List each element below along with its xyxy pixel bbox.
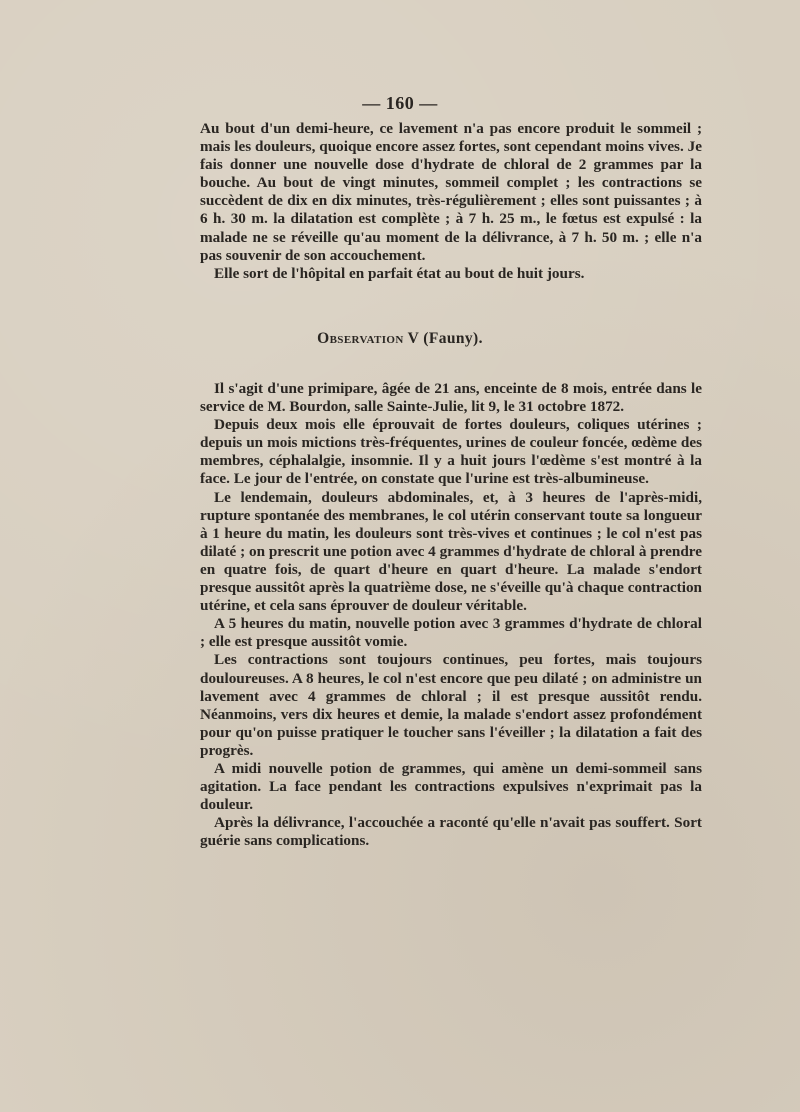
page-number: — 160 — (362, 93, 438, 113)
observation-label: Observation (317, 330, 404, 347)
paragraph: Au bout d'un demi-heure, ce lavement n'a pas encore produit le sommeil ; mais les douleurs, quoique encore assez fortes, sont cependant moins vives. Je fais donner une nouvelle dose d'hydrate de chloral de 2 grammes par la bouche. Au bout de vingt minutes, sommeil complet ; les contractions se succèdent de dix en dix minutes, très-régulièrement ; elles sont puissantes ; à 6 h. 30 m. la dilatation est complète ; à 7 h. 25 m., le fœtus est expulsé : la malade ne se réveille qu'au moment de la délivrance, à 7 h. 50 m. ; elle n'a pas souvenir de son accouchement. (200, 120, 702, 264)
paragraph: A 5 heures du matin, nouvelle potion avec 3 grammes d'hydrate de chloral ; elle est presque aussitôt vomie. (200, 615, 702, 651)
intro-text-block (200, 120, 702, 283)
paragraph: Après la délivrance, l'accouchée a raconté qu'elle n'avait pas souffert. Sort guérie sans complications. (200, 814, 702, 850)
observation-heading (0, 330, 800, 348)
paragraph: Depuis deux mois elle éprouvait de fortes douleurs, coliques utérines ; depuis un mois mictions très-fréquentes, urines de couleur foncée, œdème des membres, céphalalgie, insomnie. Il y a huit jours l'œdème s'est montré à la face. Le jour de l'entrée, on constate que l'urine est très-albumineuse. (200, 416, 702, 488)
paragraph: Les contractions sont toujours continues, peu fortes, mais toujours douloureuses. A 8 heures, le col n'est encore que peu dilaté ; on administre un lavement avec 4 grammes de chloral ; il est presque aussitôt rendu. Néanmoins, vers dix heures et demie, la malade s'endort assez profondément pour qu'on puisse pratiquer le toucher sans l'éveiller ; la dilatation a fait des progrès. (200, 651, 702, 759)
paragraph: A midi nouvelle potion de grammes, qui amène un demi-sommeil sans agitation. La face pendant les contractions expulsives n'exprimait pas la douleur. (200, 759, 702, 814)
paragraph: Elle sort de l'hôpital en parfait état au bout de huit jours. (214, 264, 585, 282)
observation-text-block (200, 380, 702, 850)
paragraph: Le lendemain, douleurs abdominales, et, à 3 heures de l'après-midi, rupture spontanée des membranes, le col utérin conservant toute sa longueur à 1 heure du matin, les douleurs sont très-vives et continues ; le col n'est pas dilaté ; on prescrit une potion avec 4 grammes d'hydrate de chloral à prendre en quatre fois, de quart d'heure en quart d'heure. La malade s'endort presque aussitôt après la quatrième dose, ne s'éveille qu'à chaque contraction utérine, et cela sans éprouver de douleur véritable. (200, 488, 702, 615)
observation-title: V (Fauny). (403, 330, 483, 347)
paragraph: Il s'agit d'une primipare, âgée de 21 ans, enceinte de 8 mois, entrée dans le service de M. Bourdon, salle Sainte-Julie, lit 9, le 31 octobre 1872. (200, 380, 702, 416)
